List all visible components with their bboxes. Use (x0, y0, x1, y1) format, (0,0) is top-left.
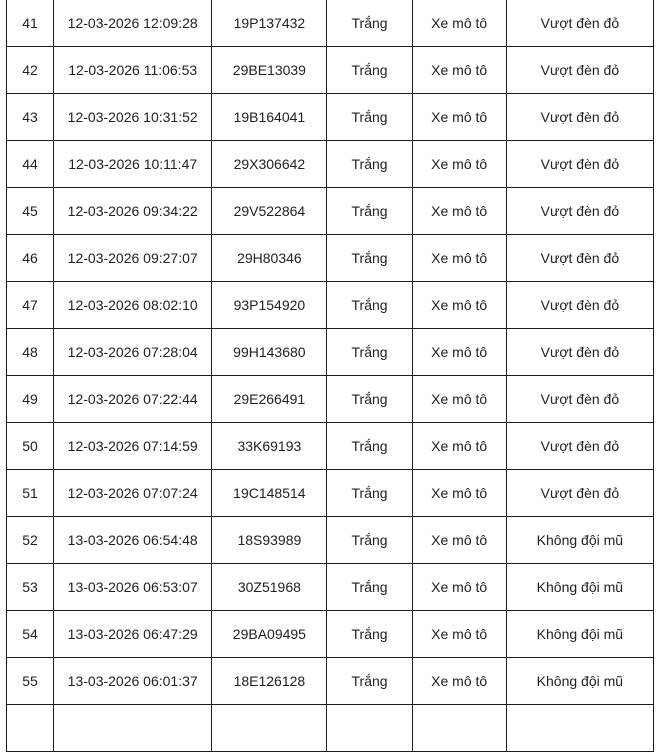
table-row (7, 47, 654, 94)
row-number-cell: 44 (7, 141, 54, 188)
violation-type-cell: Vượt đèn đỏ (506, 470, 653, 517)
partial-cell (327, 705, 412, 752)
timestamp-cell: 12-03-2026 07:07:24 (54, 470, 212, 517)
violation-type-cell: Vượt đèn đỏ (506, 141, 653, 188)
row-number-cell: 45 (7, 188, 54, 235)
row-number-cell: 50 (7, 423, 54, 470)
violation-type-cell: Vượt đèn đỏ (506, 282, 653, 329)
plate-color-cell: Trắng (327, 517, 412, 564)
vehicle-type-cell: Xe mô tô (412, 564, 506, 611)
violation-type-cell: Không đội mũ (506, 658, 653, 705)
table-row (7, 0, 654, 47)
vehicle-type-cell: Xe mô tô (412, 141, 506, 188)
row-number-cell: 43 (7, 94, 54, 141)
timestamp-cell: 13-03-2026 06:53:07 (54, 564, 212, 611)
timestamp-cell: 12-03-2026 12:09:28 (54, 0, 212, 47)
license-plate-cell: 19B164041 (212, 94, 327, 141)
table-row (7, 423, 654, 470)
violation-type-cell: Vượt đèn đỏ (506, 329, 653, 376)
license-plate-cell: 29E266491 (212, 376, 327, 423)
license-plate-cell: 29X306642 (212, 141, 327, 188)
license-plate-cell: 18E126128 (212, 658, 327, 705)
row-number-cell: 46 (7, 235, 54, 282)
table-row (7, 517, 654, 564)
violation-type-cell: Vượt đèn đỏ (506, 188, 653, 235)
partial-cell (412, 705, 506, 752)
row-number-cell: 49 (7, 376, 54, 423)
violation-type-cell: Không đội mũ (506, 611, 653, 658)
table-row (7, 188, 654, 235)
vehicle-type-cell: Xe mô tô (412, 517, 506, 564)
violation-type-cell: Vượt đèn đỏ (506, 94, 653, 141)
timestamp-cell: 13-03-2026 06:01:37 (54, 658, 212, 705)
partial-table-row (7, 705, 654, 752)
row-number-cell: 53 (7, 564, 54, 611)
partial-cell (212, 705, 327, 752)
violation-type-cell: Vượt đèn đỏ (506, 423, 653, 470)
license-plate-cell: 19P137432 (212, 0, 327, 47)
license-plate-cell: 93P154920 (212, 282, 327, 329)
license-plate-cell: 19C148514 (212, 470, 327, 517)
violations-table (6, 0, 654, 752)
table-row (7, 94, 654, 141)
violation-type-cell: Vượt đèn đỏ (506, 47, 653, 94)
table-row (7, 611, 654, 658)
table-row (7, 282, 654, 329)
timestamp-cell: 12-03-2026 09:34:22 (54, 188, 212, 235)
table-row (7, 658, 654, 705)
table-row (7, 470, 654, 517)
vehicle-type-cell: Xe mô tô (412, 282, 506, 329)
timestamp-cell: 12-03-2026 07:22:44 (54, 376, 212, 423)
vehicle-type-cell: Xe mô tô (412, 94, 506, 141)
row-number-cell: 55 (7, 658, 54, 705)
plate-color-cell: Trắng (327, 188, 412, 235)
table-row (7, 235, 654, 282)
license-plate-cell: 29V522864 (212, 188, 327, 235)
timestamp-cell: 12-03-2026 11:06:53 (54, 47, 212, 94)
row-number-cell: 41 (7, 0, 54, 47)
partial-cell (506, 705, 653, 752)
table-row (7, 141, 654, 188)
partial-cell (7, 705, 54, 752)
plate-color-cell: Trắng (327, 235, 412, 282)
violation-type-cell: Không đội mũ (506, 517, 653, 564)
license-plate-cell: 29BE13039 (212, 47, 327, 94)
plate-color-cell: Trắng (327, 658, 412, 705)
vehicle-type-cell: Xe mô tô (412, 47, 506, 94)
timestamp-cell: 12-03-2026 10:11:47 (54, 141, 212, 188)
license-plate-cell: 30Z51968 (212, 564, 327, 611)
table-body (7, 0, 654, 752)
plate-color-cell: Trắng (327, 376, 412, 423)
license-plate-cell: 33K69193 (212, 423, 327, 470)
vehicle-type-cell: Xe mô tô (412, 235, 506, 282)
violation-type-cell: Vượt đèn đỏ (506, 0, 653, 47)
vehicle-type-cell: Xe mô tô (412, 376, 506, 423)
license-plate-cell: 99H143680 (212, 329, 327, 376)
plate-color-cell: Trắng (327, 611, 412, 658)
vehicle-type-cell: Xe mô tô (412, 423, 506, 470)
plate-color-cell: Trắng (327, 141, 412, 188)
plate-color-cell: Trắng (327, 282, 412, 329)
table-row (7, 564, 654, 611)
violation-type-cell: Vượt đèn đỏ (506, 235, 653, 282)
plate-color-cell: Trắng (327, 423, 412, 470)
timestamp-cell: 12-03-2026 10:31:52 (54, 94, 212, 141)
vehicle-type-cell: Xe mô tô (412, 0, 506, 47)
vehicle-type-cell: Xe mô tô (412, 329, 506, 376)
timestamp-cell: 13-03-2026 06:54:48 (54, 517, 212, 564)
timestamp-cell: 12-03-2026 07:14:59 (54, 423, 212, 470)
plate-color-cell: Trắng (327, 470, 412, 517)
timestamp-cell: 12-03-2026 09:27:07 (54, 235, 212, 282)
row-number-cell: 47 (7, 282, 54, 329)
timestamp-cell: 13-03-2026 06:47:29 (54, 611, 212, 658)
row-number-cell: 42 (7, 47, 54, 94)
row-number-cell: 48 (7, 329, 54, 376)
license-plate-cell: 18S93989 (212, 517, 327, 564)
row-number-cell: 51 (7, 470, 54, 517)
vehicle-type-cell: Xe mô tô (412, 611, 506, 658)
violation-type-cell: Vượt đèn đỏ (506, 376, 653, 423)
table-row (7, 329, 654, 376)
table-row (7, 376, 654, 423)
vehicle-type-cell: Xe mô tô (412, 658, 506, 705)
plate-color-cell: Trắng (327, 564, 412, 611)
timestamp-cell: 12-03-2026 07:28:04 (54, 329, 212, 376)
plate-color-cell: Trắng (327, 47, 412, 94)
license-plate-cell: 29BA09495 (212, 611, 327, 658)
license-plate-cell: 29H80346 (212, 235, 327, 282)
timestamp-cell: 12-03-2026 08:02:10 (54, 282, 212, 329)
row-number-cell: 54 (7, 611, 54, 658)
row-number-cell: 52 (7, 517, 54, 564)
plate-color-cell: Trắng (327, 94, 412, 141)
violation-type-cell: Không đội mũ (506, 564, 653, 611)
partial-cell (54, 705, 212, 752)
plate-color-cell: Trắng (327, 329, 412, 376)
vehicle-type-cell: Xe mô tô (412, 188, 506, 235)
vehicle-type-cell: Xe mô tô (412, 470, 506, 517)
plate-color-cell: Trắng (327, 0, 412, 47)
